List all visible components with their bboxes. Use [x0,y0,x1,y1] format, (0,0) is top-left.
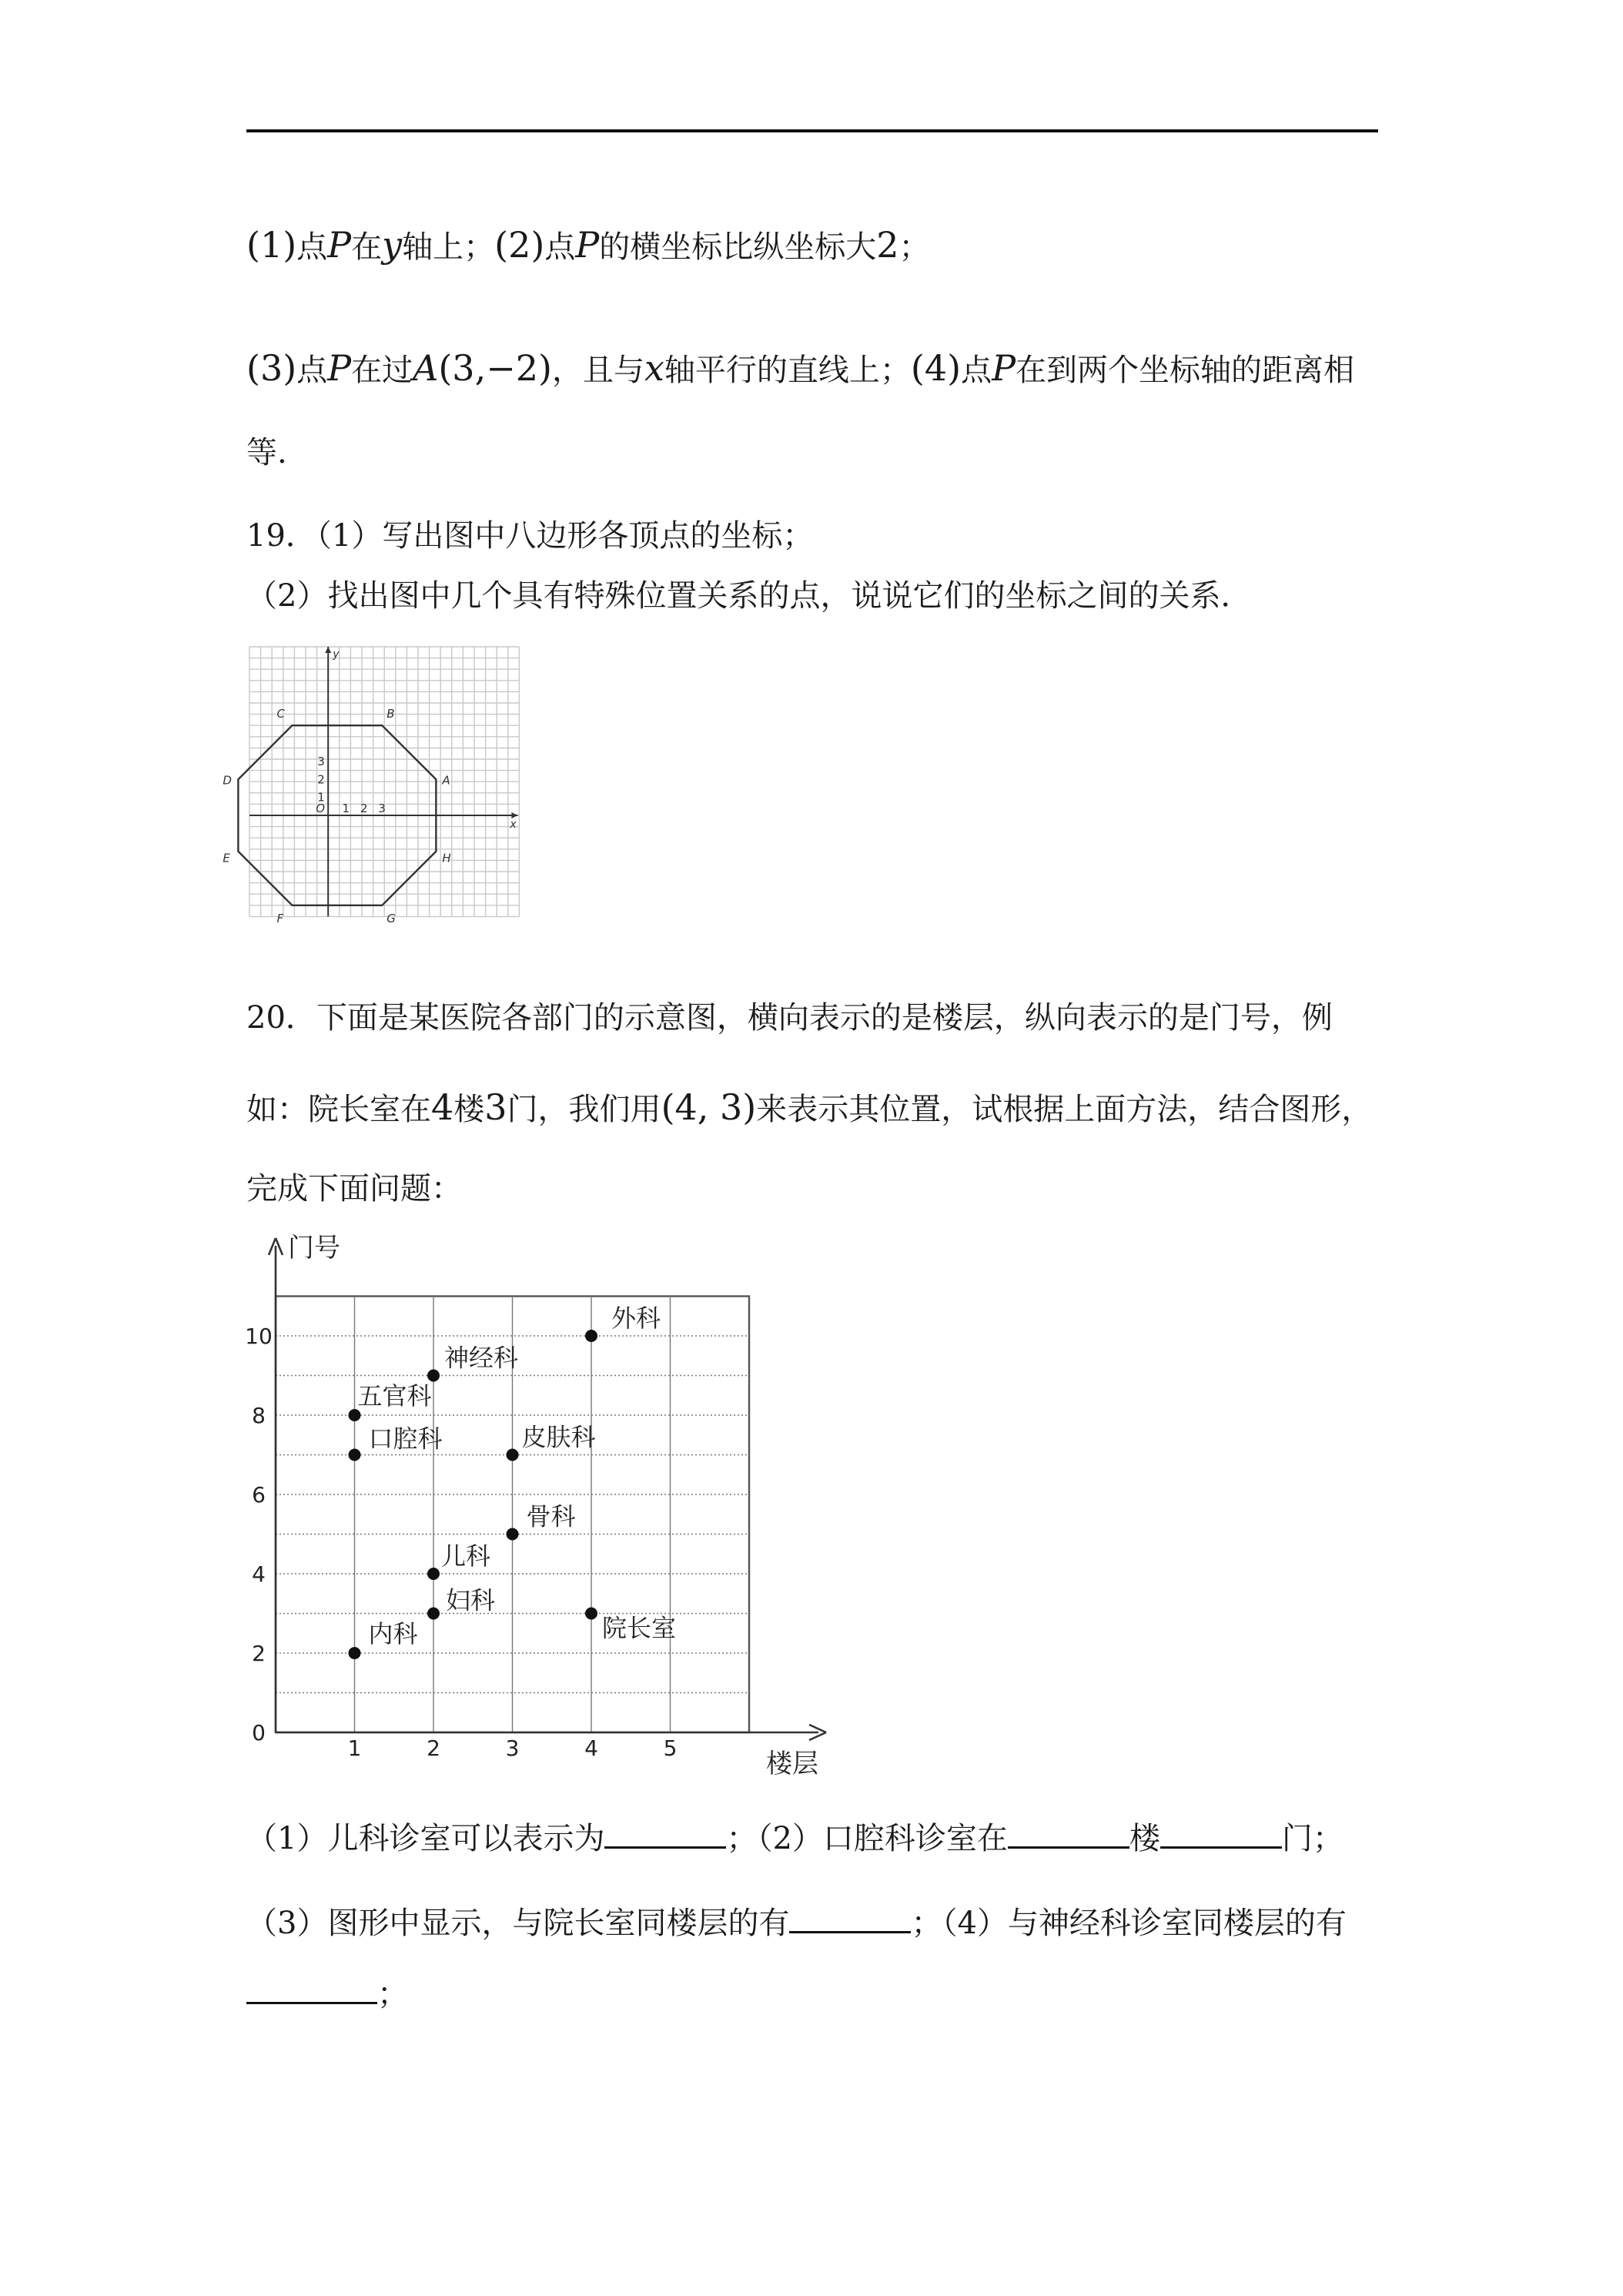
vertex-label-h: H [442,851,451,865]
vertex-label-c: C [276,707,285,721]
point-label: 妇科 [446,1585,496,1615]
data-point [427,1568,440,1580]
vertex-label-d: D [223,773,232,788]
math-var: P [327,347,352,389]
vertex-label-g: G [387,911,396,925]
text-span: 在到两个坐标轴的距离相 [1016,353,1355,388]
text-span: 如：院长室在 [246,1092,431,1127]
text-span: 轴上； [402,229,495,265]
point-label: 神经科 [444,1343,519,1373]
y-tick-label: 10 [245,1324,273,1349]
text-span: 点 [296,229,328,265]
answer-blank-5[interactable] [246,1971,377,2004]
q19-line-2: （2）找出图中几个具有特殊位置关系的点，说说它们的坐标之间的关系． [246,578,1252,614]
vertex-label-b: B [387,707,395,721]
text-span: ； [899,229,930,265]
question-text: ；（2）口腔科诊室在 [726,1821,1008,1856]
question-text: 楼 [1129,1821,1160,1856]
point-label: 院长室 [602,1613,677,1643]
math-label: (4) [910,347,962,389]
text-span: 轴平行的直线上； [664,353,911,388]
text-span: 点 [296,353,328,388]
data-point [427,1370,440,1382]
octagon-figure [223,645,519,925]
y-tick-label: 1 [317,790,325,805]
data-point [349,1449,361,1461]
data-point [507,1528,519,1541]
math-var: P [575,224,600,266]
question-text: ； [377,1976,408,2012]
math-number: 4 [431,1086,454,1128]
math-var: P [327,224,352,266]
point-label: 外科 [611,1304,661,1333]
x-tick-label: 4 [584,1735,598,1761]
y-tick-label: 8 [252,1403,266,1428]
math-label: (2) [494,224,545,266]
x-tick-label: 3 [505,1735,520,1761]
answer-blank-4[interactable] [789,1900,911,1933]
text-span: 点 [961,353,992,388]
y-tick-label: 0 [252,1720,266,1745]
point-label: 口腔科 [368,1424,443,1454]
answer-blank-1[interactable] [604,1816,726,1849]
text-span: 来表示其位置，试根据上面方法，结合图形， [756,1092,1373,1127]
data-point [585,1330,597,1342]
q20-sub-line-1 [246,1816,1344,1859]
y-axis-label: y [333,648,340,661]
y-tick-label: 2 [317,772,325,787]
header-rule [246,129,1378,132]
question-text: （3）图形中显示，与院长室同楼层的有 [246,1906,790,1941]
y-tick-label: 6 [252,1482,266,1508]
text-span: 的横坐标比纵坐标大 [599,229,877,265]
text-span: 在过 [351,353,413,388]
q18-line-3: 等. [246,435,287,470]
math-label: (3) [246,347,297,389]
q19-line-1: 19．（1）写出图中八边形各顶点的坐标； [246,518,814,554]
x-axis-title: 楼层 [766,1749,818,1779]
data-point [507,1449,519,1461]
vertex-label-f: F [276,911,284,925]
origin-label: O [316,802,326,815]
y-tick-label: 2 [252,1641,266,1666]
vertex-label-e: E [223,851,230,865]
x-arrow-icon [511,812,517,818]
q20-sub-line-2 [246,1900,1347,1943]
point-label: 五官科 [357,1381,432,1411]
answer-blank-3[interactable] [1160,1816,1282,1849]
data-point [585,1608,597,1620]
y-arrow-icon [325,647,331,653]
data-point [427,1608,440,1620]
x-tick-label: 2 [360,802,368,815]
data-point [349,1409,361,1421]
point-label: 皮肤科 [521,1422,596,1452]
x-tick-label: 1 [347,1735,362,1761]
math-coord: (4, 3) [661,1086,757,1128]
x-tick-label: 5 [663,1735,678,1761]
math-number: 3 [484,1086,507,1128]
text-span: 点 [544,229,576,265]
text-span: 门，我们用 [507,1092,661,1127]
point-label: 骨科 [526,1501,576,1531]
q18-line-1 [246,225,930,267]
math-var: P [992,347,1016,389]
question-text: （1）儿科诊室可以表示为 [246,1821,605,1856]
data-point [349,1647,361,1659]
math-var: x [644,347,664,389]
octagon-grid [249,647,519,916]
hospital-chart [231,1224,909,1779]
math-var: A [413,347,439,389]
text-span: ，且与 [551,353,644,388]
x-tick-label: 1 [342,802,350,815]
q20-line-3: 完成下面问题： [246,1171,462,1207]
text-span: 在 [351,229,383,265]
answer-blank-2[interactable] [1008,1816,1129,1849]
math-coord: (3,−2) [438,347,552,389]
q20-line-1: 20．下面是某医院各部门的示意图，横向表示的是楼层，纵向表示的是门号，例 [246,1000,1333,1036]
q20-sub-line-3 [246,1971,408,2014]
point-label: 儿科 [441,1541,491,1571]
x-axis-label: x [510,818,517,831]
math-var: y [382,224,403,266]
question-text: 门； [1281,1821,1344,1856]
math-label: (1) [246,224,297,266]
text-span: 楼 [453,1092,485,1127]
math-number: 2 [876,224,899,266]
x-tick-label: 2 [427,1735,440,1761]
x-tick-label: 3 [378,802,386,815]
q18-line-2 [246,348,1354,390]
vertex-label-a: A [442,773,450,788]
y-axis-title: 门号 [288,1233,340,1263]
question-text: ；（4）与神经科诊室同楼层的有 [911,1906,1347,1941]
q20-line-2 [246,1087,1372,1130]
y-tick-label: 4 [252,1561,266,1587]
octagon-labels [223,648,517,925]
y-tick-label: 3 [317,754,325,768]
point-label: 内科 [368,1619,418,1648]
